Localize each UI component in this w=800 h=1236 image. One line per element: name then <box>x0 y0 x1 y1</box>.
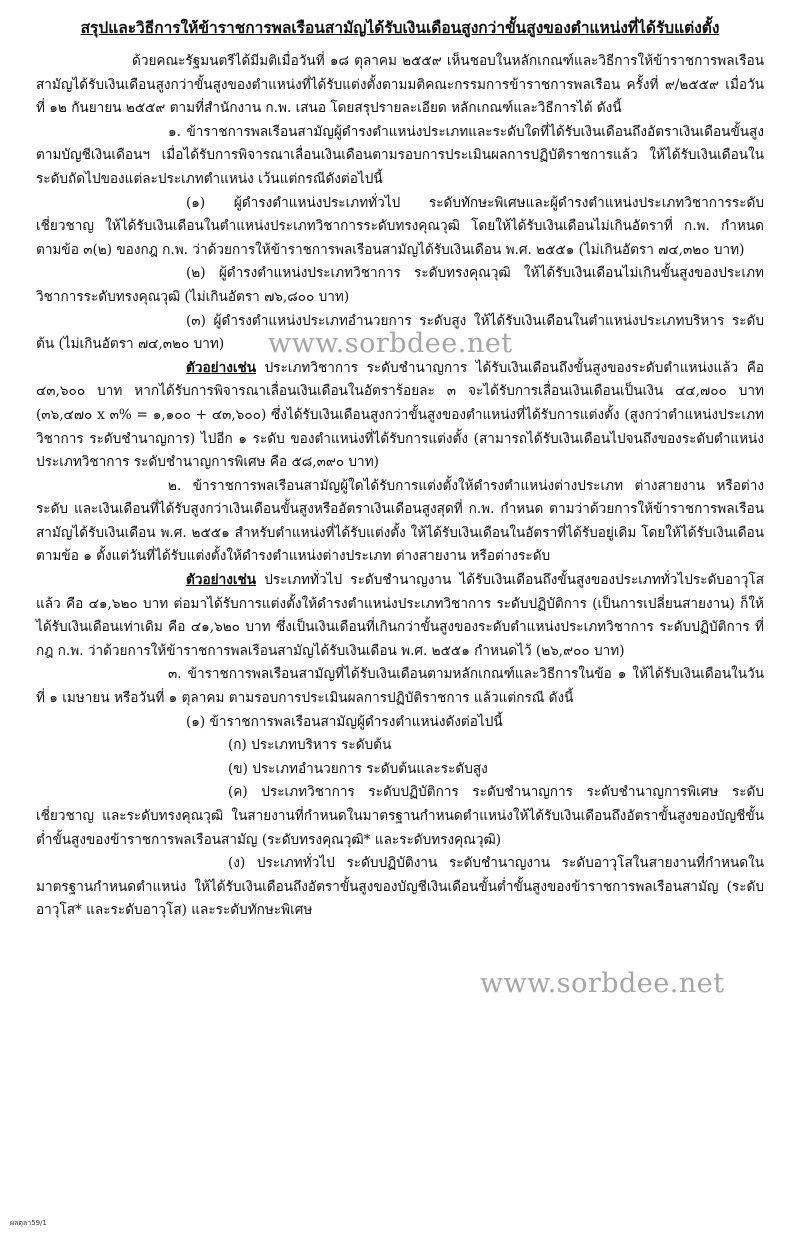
document-body <box>36 50 764 923</box>
section-3-item-1: (๑) ข้าราชการพลเรือนสามัญผู้ดำรงตำแหน่งดังต่อไปนี้ <box>186 713 503 730</box>
example-2-text: ประเภททั่วไป ระดับชำนาญงาน ได้รับเงินเดือนถึงขั้นสูงของประเภททั่วไประดับอาวุโสแล้ว คือ ๔๑,๖๒๐ บาท ต่อมาได้รับการแต่งตั้งให้ดำรงตำแหน่งประเภทวิชาการ ระดับปฏิบัติการ (เป็นการเปลี่ยนสายงาน) ก็ให้ได้รับเงินเดือนเท่าเดิม คือ ๔๑,๖๒๐ บาท ซึ่งเป็นเงินเดือนที่เกินกว่าขั้นสูงของระดับตำแหน่งประเภทวิชาการ ระดับปฏิบัติการ ที่กฎ ก.พ. ว่าด้วยการให้ข้าราชการพลเรือนสามัญได้รับเงินเดือน พ.ศ. ๒๕๕๑ กำหนดไว้ (๒๖,๙๐๐ บาท) <box>36 572 764 659</box>
example-2 <box>36 569 764 663</box>
example-1-text: ประเภทวิชาการ ระดับชำนาญการ ได้รับเงินเดือนถึงขั้นสูงของระดับตำแหน่งแล้ว คือ ๔๓,๖๐๐ บาท หากได้รับการพิจารณาเลื่อนเงินเดือนในอัตราร้อยละ ๓ จะได้รับการเลื่อนเงินเดือนเป็นเงิน ๔๔,๗๐๐ บาท (๓๖,๔๗๐ x ๓% = ๑,๑๐๐ + ๔๓,๖๐๐) ซึ่งได้รับเงินเดือนสูงกว่าขั้นสูงของตำแหน่งที่ได้รับการแต่งตั้ง (สูงกว่าตำแหน่งประเภทวิชาการ ระดับชำนาญการ) ไปอีก ๑ ระดับ ของตำแหน่งที่ได้รับการแต่งตั้ง (สามารถได้รับเงินเดือนไปจนถึงของระดับตำแหน่งประเภทวิชาการ ระดับชำนาญการพิเศษ คือ ๕๘,๓๙๐ บาท) <box>36 359 764 471</box>
section-2: ๒. ข้าราชการพลเรือนสามัญผู้ใดได้รับการแต่งตั้งให้ดำรงตำแหน่งต่างประเภท ต่างสายงาน หรือต่างระดับ และเงินเดือนที่ได้รับสูงกว่าเงินเดือนขั้นสูงหรืออัตราเงินเดือนสูงสุดที่ ก.พ. กำหนด ตามว่าด้วยการให้ข้าราชการพลเรือนสามัญได้รับเงินเดือน พ.ศ. ๒๕๕๑ สำหรับตำแหน่งที่ได้รับแต่งตั้ง ให้ได้รับเงินเดือนในอัตราที่ได้รับอยู่เดิม โดยให้ได้รับเงินเดือนตามข้อ ๑ ตั้งแต่วันที่ได้รับแต่งตั้งให้ดำรงตำแหน่งต่างประเภท ต่างสายงาน หรือต่างระดับ <box>36 477 764 565</box>
section-3-item-1-b: (ข) ประเภทอำนวยการ ระดับต้นและระดับสูง <box>228 760 488 777</box>
section-3-item-1-a: (ก) ประเภทบริหาร ระดับต้น <box>228 737 392 754</box>
watermark-text: www.sorbdee.net <box>268 328 513 359</box>
section-3-item-1-c: (ค) ประเภทวิชาการ ระดับปฏิบัติการ ระดับชำนาญการ ระดับชำนาญการพิเศษ ระดับเชี่ยวชาญ และระดับทรงคุณวุฒิ ในสายงานที่กำหนดในมาตรฐานกำหนดตำแหน่งให้ได้รับเงินเดือนถึงอัตราขั้นสูงของบัญชีขั้นต่ำขั้นสูงของข้าราชการพลเรือนสามัญ (ระดับทรงคุณวุฒิ* และระดับทรงคุณวุฒิ) <box>36 784 764 848</box>
section-1-item-2: (๒) ผู้ดำรงตำแหน่งประเภทวิชาการ ระดับทรงคุณวุฒิ ให้ได้รับเงินเดือนไม่เกินขั้นสูงของประเภทวิชาการระดับทรงคุณวุฒิ (ไม่เกินอัตรา ๗๖,๘๐๐ บาท) <box>36 265 764 305</box>
example-label: ตัวอย่างเช่น <box>186 572 257 589</box>
watermark-text: www.sorbdee.net <box>480 968 725 999</box>
section-1-item-3: (๓) ผู้ดำรงตำแหน่งประเภทอำนวยการ ระดับสูง ให้ได้รับเงินเดือนในตำแหน่งประเภทบริหาร ระดับต้น (ไม่เกินอัตรา ๗๔,๓๒๐ บาท) <box>36 312 764 353</box>
section-3: ๓. ข้าราชการพลเรือนสามัญที่ได้รับเงินเดือนตามหลักเกณฑ์และวิธีการในข้อ ๑ ให้ได้รับเงินเดือนในวันที่ ๑ เมษายน หรือวันที่ ๑ ตุลาคม ตามรอบการประเมินผลการปฏิบัติราชการ แล้วแต่กรณี ดังนี้ <box>36 666 764 707</box>
intro-paragraph: ด้วยคณะรัฐมนตรีได้มีมติเมื่อวันที่ ๑๘ ตุลาคม ๒๕๕๙ เห็นชอบในหลักเกณฑ์และวิธีการให้ข้าราชการพลเรือนสามัญได้รับเงินเดือนสูงกว่าขั้นสูงของตำแหน่งที่ได้รับแต่งตั้งตามมติคณะกรรมการข้าราชการพลเรือน ครั้งที่ ๙/๒๕๕๙ เมื่อวันที่ ๑๒ กันยายน ๒๕๕๙ ตามที่สำนักงาน ก.พ. เสนอ โดยสรุปรายละเอียด หลักเกณฑ์และวิธีการได้ ดังนี้ <box>36 53 764 117</box>
footer-code: ผลตุลา59/1 <box>10 1219 47 1227</box>
section-1-item-1: (๑) ผู้ดำรงตำแหน่งประเภททั่วไป ระดับทักษะพิเศษและผู้ดำรงตำแหน่งประเภทวิชาการระดับเชี่ยวชาญ ให้ได้รับเงินเดือนในตำแหน่งประเภทวิชาการระดับทรงคุณวุฒิ โดยให้ได้รับเงินเดือนไม่เกินอัตราที่ ก.พ. กำหนด ตามข้อ ๓(๒) ของกฎ ก.พ. ว่าด้วยการให้ข้าราชการพลเรือนสามัญได้รับเงินเดือน พ.ศ. ๒๕๕๑ (ไม่เกินอัตรา ๗๔,๓๒๐ บาท) <box>36 194 764 258</box>
example-label: ตัวอย่างเช่น <box>186 359 257 376</box>
section-3-item-1-d: (ง) ประเภททั่วไป ระดับปฏิบัติงาน ระดับชำนาญงาน ระดับอาวุโสในสายงานที่กำหนดในมาตรฐานกำหนดตำแหน่ง ให้ได้รับเงินเดือนถึงอัตราขั้นสูงของบัญชีเงินเดือนขั้นต่ำขั้นสูงของข้าราชการพลเรือนสามัญ (ระดับอาวุโส* และระดับอาวุโส) และระดับทักษะพิเศษ <box>36 855 764 919</box>
example-1 <box>36 357 764 475</box>
document-title: สรุปและวิธีการให้ข้าราชการพลเรือนสามัญได้รับเงินเดือนสูงกว่าขั้นสูงของตำแหน่งที่ได้รับแต่งตั้ง <box>80 18 720 37</box>
section-1: ๑. ข้าราชการพลเรือนสามัญผู้ดำรงตำแหน่งประเภทและระดับใดที่ได้รับเงินเดือนถึงอัตราเงินเดือนขั้นสูงตามบัญชีเงินเดือนฯ เมื่อได้รับการพิจารณาเลื่อนเงินเดือนตามรอบการประเมินผลการปฏิบัติราชการแล้ว ให้ได้รับเงินเดือนในระดับถัดไปของแต่ละประเภทตำแหน่ง เว้นแต่กรณีดังต่อไปนี้ <box>36 123 764 187</box>
